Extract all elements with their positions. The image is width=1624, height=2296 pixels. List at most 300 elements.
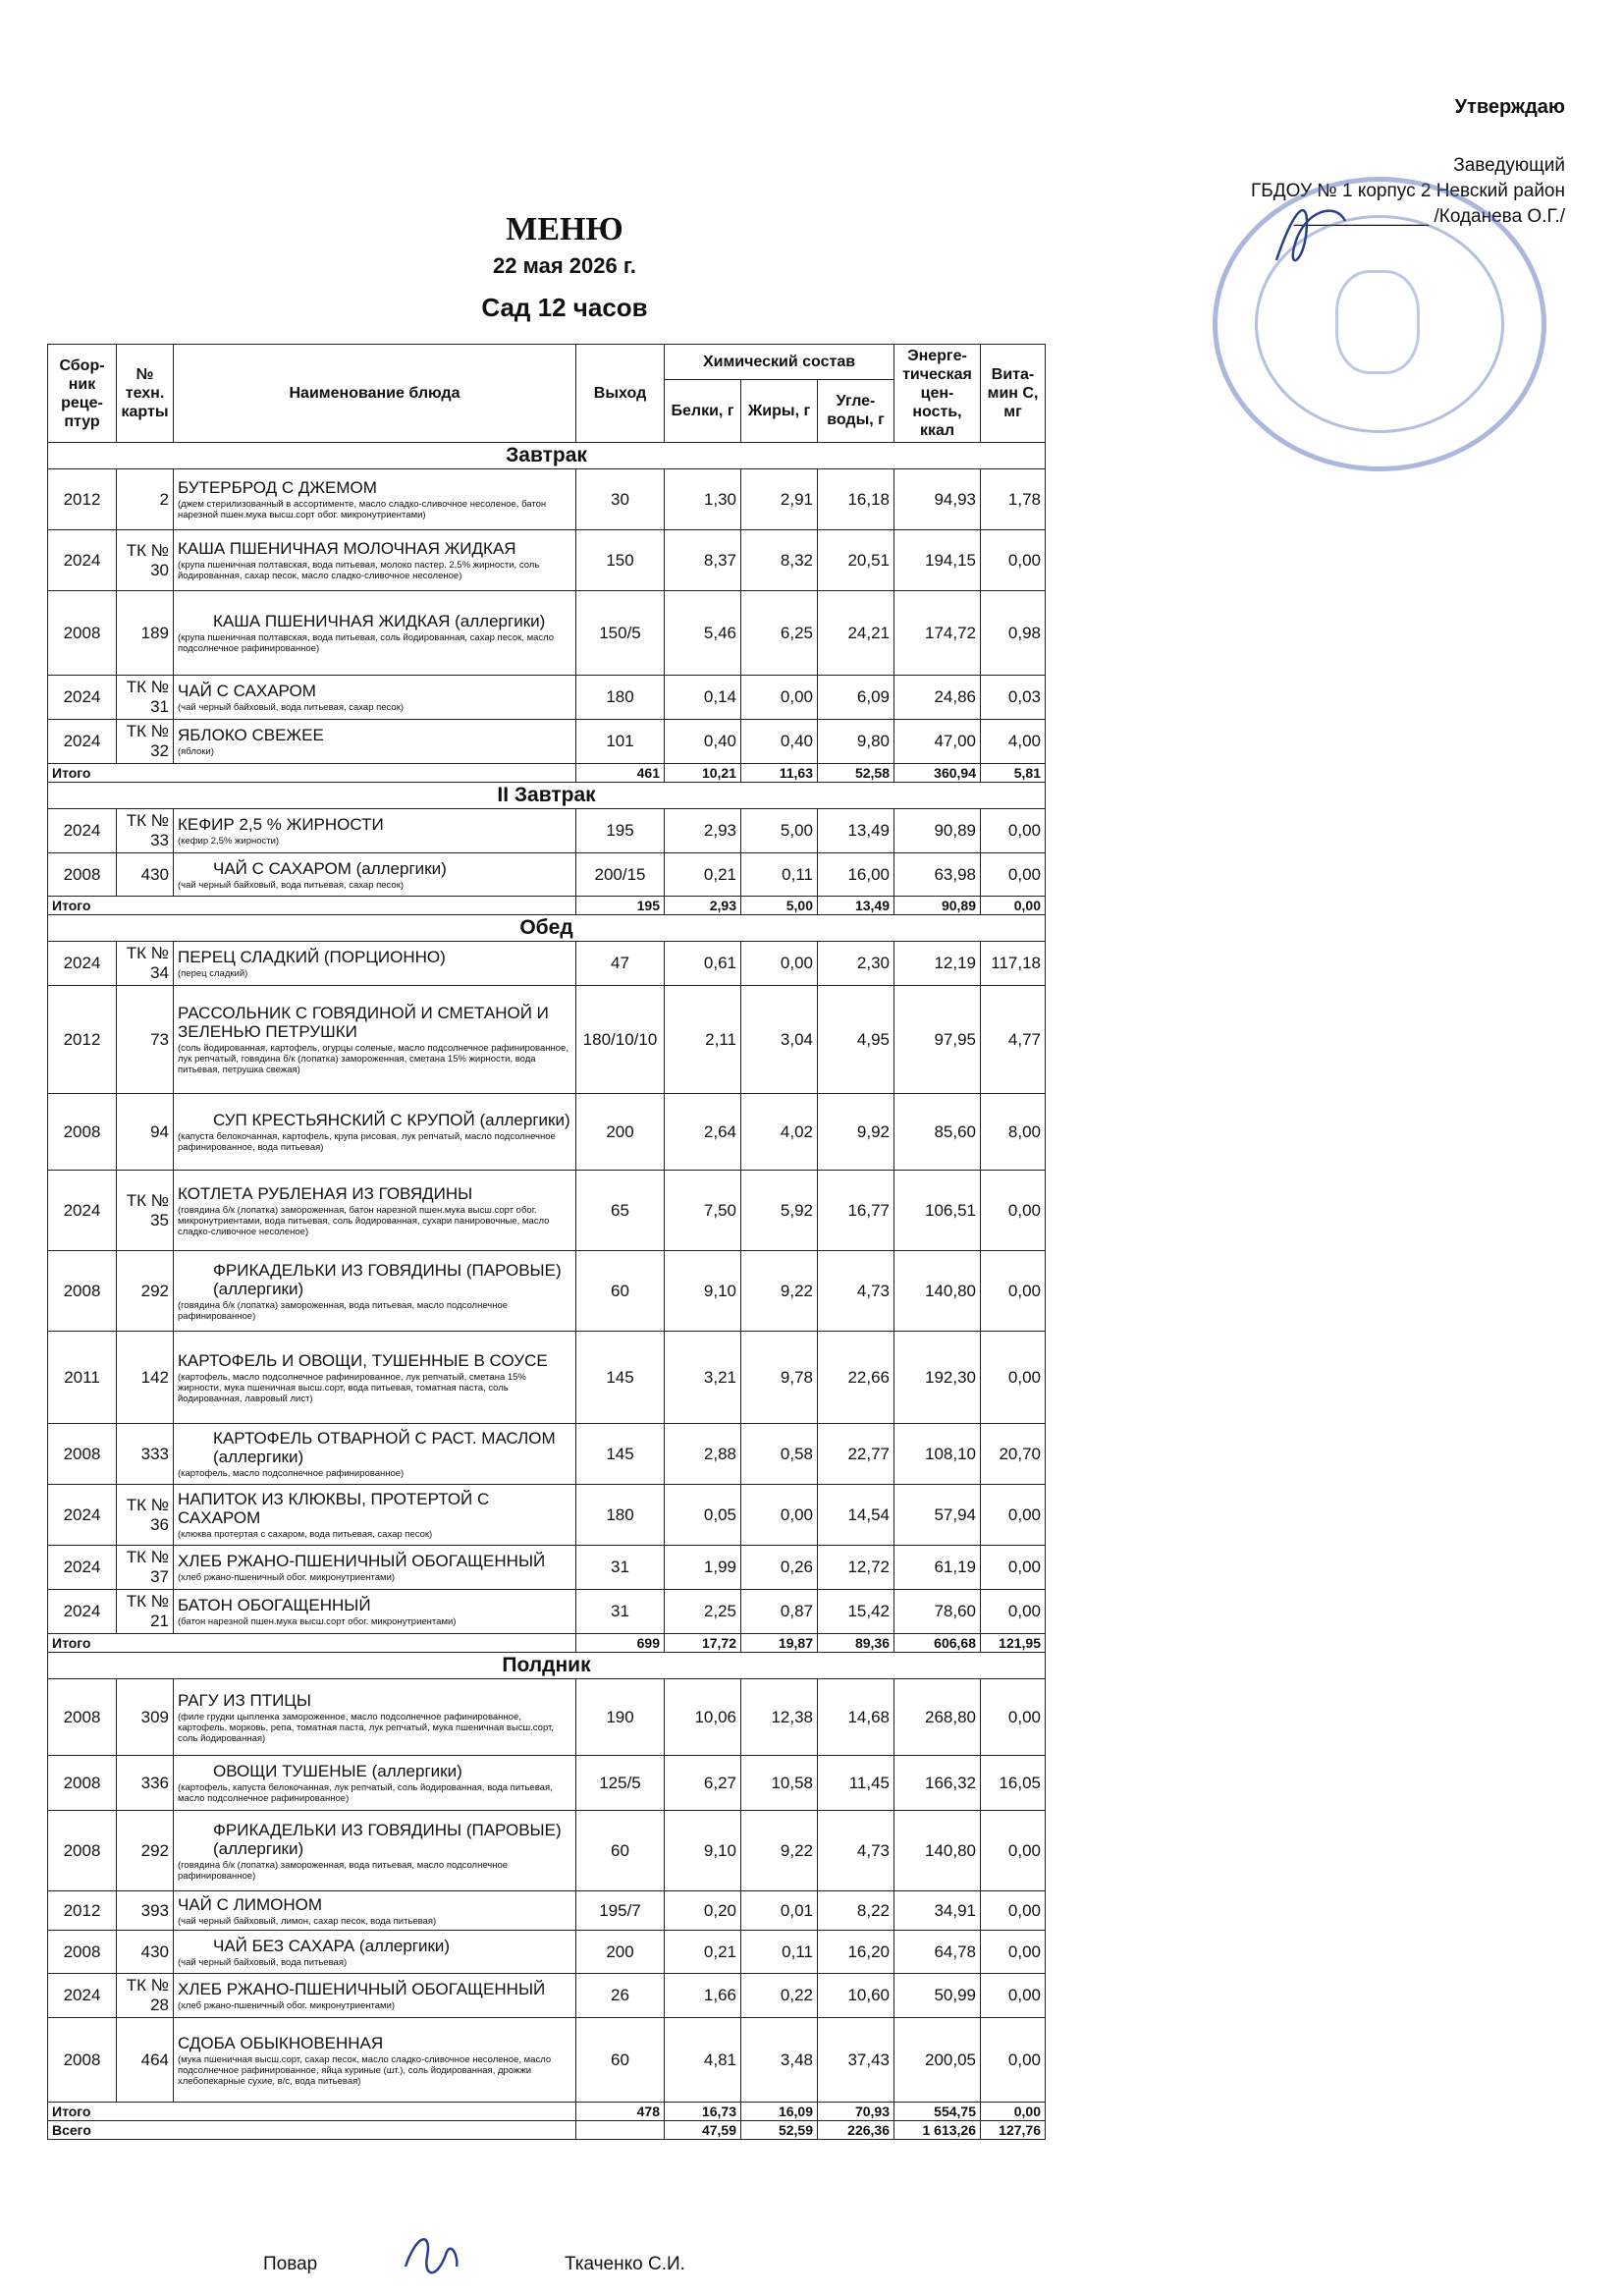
total-vitamin-c: 121,95 <box>981 1634 1046 1653</box>
dish-row <box>48 942 1046 986</box>
dish-cell <box>174 2018 576 2103</box>
dish-ingredients: (хлеб ржано-пшеничный обог. микронутриентами) <box>178 1572 396 1583</box>
dish-energy: 85,60 <box>894 1094 981 1171</box>
dish-row <box>48 676 1046 720</box>
dish-fat: 12,38 <box>741 1679 818 1756</box>
dish-fat: 5,92 <box>741 1171 818 1251</box>
dish-yield: 195/7 <box>576 1891 665 1931</box>
dish-row <box>48 469 1046 530</box>
dish-fat: 0,00 <box>741 1485 818 1546</box>
dish-fat: 9,22 <box>741 1811 818 1891</box>
total-protein: 16,73 <box>665 2103 741 2121</box>
menu-subtitle: Сад 12 часов <box>481 293 648 322</box>
dish-row <box>48 720 1046 764</box>
dish-carbs: 37,43 <box>818 2018 894 2103</box>
dish-row <box>48 591 1046 676</box>
col-vitamin-c: Вита-мин С, мг <box>981 345 1046 443</box>
dish-fat: 5,00 <box>741 809 818 853</box>
dish-vitamin-c: 0,00 <box>981 530 1046 591</box>
section-total-row <box>48 2103 1046 2121</box>
dish-energy: 63,98 <box>894 853 981 897</box>
dish-vitamin-c: 0,00 <box>981 853 1046 897</box>
dish-yield: 180 <box>576 1485 665 1546</box>
dish-carbs: 20,51 <box>818 530 894 591</box>
dish-carbs: 8,22 <box>818 1891 894 1931</box>
dish-yield: 145 <box>576 1424 665 1485</box>
dish-ingredients: (филе грудки цыпленка замороженное, масло подсолнечное рафинированное, картофель, морковь, репа, томатная паста, лук репчатый, мука пшеничная высш.сорт, соль йодированная) <box>178 1711 554 1744</box>
dish-ingredients: (картофель, капуста белокочанная, лук репчатый, соль йодированная, вода питьевая, масло подсолнечное рафинированное) <box>178 1782 553 1804</box>
total-protein: 17,72 <box>665 1634 741 1653</box>
dish-protein: 4,81 <box>665 2018 741 2103</box>
dish-protein: 0,61 <box>665 942 741 986</box>
organization-stamp <box>1213 177 1546 471</box>
dish-fat: 0,26 <box>741 1546 818 1590</box>
recipe-year: 2024 <box>48 1590 117 1634</box>
dish-row <box>48 1094 1046 1171</box>
dish-vitamin-c: 117,18 <box>981 942 1046 986</box>
dish-energy: 166,32 <box>894 1756 981 1811</box>
dish-name: ЧАЙ С САХАРОМ (аллергики) <box>213 858 447 878</box>
dish-fat: 9,22 <box>741 1251 818 1332</box>
grand-total-f: 52,59 <box>741 2121 818 2140</box>
dish-fat: 0,00 <box>741 942 818 986</box>
menu-body <box>48 443 1046 2140</box>
dish-yield: 30 <box>576 469 665 530</box>
dish-carbs: 4,73 <box>818 1251 894 1332</box>
total-fat: 16,09 <box>741 2103 818 2121</box>
dish-carbs: 22,77 <box>818 1424 894 1485</box>
dish-name: ЧАЙ С САХАРОМ <box>178 682 316 700</box>
recipe-year: 2024 <box>48 942 117 986</box>
dish-name: ОВОЩИ ТУШЕНЫЕ (аллергики) <box>213 1762 462 1780</box>
dish-fat: 0,58 <box>741 1424 818 1485</box>
dish-energy: 140,80 <box>894 1811 981 1891</box>
director-signature <box>1267 191 1355 280</box>
dish-fat: 0,22 <box>741 1974 818 2018</box>
section-total-row <box>48 1634 1046 1653</box>
dish-protein: 5,46 <box>665 591 741 676</box>
dish-protein: 3,21 <box>665 1332 741 1424</box>
grand-total-yield <box>576 2121 665 2140</box>
section-title: Полдник <box>48 1653 1046 1679</box>
tech-card-number: 73 <box>117 986 174 1094</box>
total-energy: 360,94 <box>894 764 981 783</box>
col-yield: Выход <box>576 345 665 443</box>
dish-protein: 0,14 <box>665 676 741 720</box>
dish-yield: 195 <box>576 809 665 853</box>
tech-card-number: 333 <box>117 1424 174 1485</box>
dish-fat: 0,40 <box>741 720 818 764</box>
tech-card-number: 393 <box>117 1891 174 1931</box>
dish-vitamin-c: 1,78 <box>981 469 1046 530</box>
dish-name: СУП КРЕСТЬЯНСКИЙ С КРУПОЙ (аллергики) <box>213 1111 570 1129</box>
dish-energy: 61,19 <box>894 1546 981 1590</box>
dish-protein: 0,40 <box>665 720 741 764</box>
dish-name: КАРТОФЕЛЬ ОТВАРНОЙ С РАСТ. МАСЛОМ (аллергики) <box>213 1429 556 1466</box>
dish-row <box>48 986 1046 1094</box>
dish-vitamin-c: 0,00 <box>981 1485 1046 1546</box>
tech-card-number: 94 <box>117 1094 174 1171</box>
dish-name: НАПИТОК ИЗ КЛЮКВЫ, ПРОТЕРТОЙ С САХАРОМ <box>178 1490 490 1527</box>
dish-ingredients: (чай черный байховый, вода питьевая, сахар песок) <box>178 702 405 713</box>
total-label: Итого <box>48 764 576 783</box>
dish-yield: 150 <box>576 530 665 591</box>
dish-protein: 9,10 <box>665 1811 741 1891</box>
total-vitamin-c: 0,00 <box>981 2103 1046 2121</box>
tech-card-number: 464 <box>117 2018 174 2103</box>
dish-cell <box>174 591 576 676</box>
tech-card-number: ТК № 30 <box>117 530 174 591</box>
tech-card-number: 292 <box>117 1811 174 1891</box>
grand-total-e: 1 613,26 <box>894 2121 981 2140</box>
dish-name: БУТЕРБРОД С ДЖЕМОМ <box>178 478 377 497</box>
approval-position: Заведующий <box>1453 155 1565 176</box>
dish-vitamin-c: 8,00 <box>981 1094 1046 1171</box>
dish-carbs: 9,92 <box>818 1094 894 1171</box>
total-yield: 195 <box>576 897 665 915</box>
total-label: Итого <box>48 897 576 915</box>
grand-total-p: 47,59 <box>665 2121 741 2140</box>
dish-cell <box>174 1251 576 1332</box>
dish-ingredients: (чай черный байховый, вода питьевая, сахар песок) <box>178 879 405 891</box>
dish-fat: 0,00 <box>741 676 818 720</box>
col-tech-card: № техн. карты <box>117 345 174 443</box>
col-energy: Энерге-тическая цен-ность, ккал <box>894 345 981 443</box>
dish-yield: 180 <box>576 676 665 720</box>
total-vitamin-c: 0,00 <box>981 897 1046 915</box>
dish-vitamin-c: 4,77 <box>981 986 1046 1094</box>
dish-energy: 12,19 <box>894 942 981 986</box>
dish-energy: 140,80 <box>894 1251 981 1332</box>
tech-card-number: 189 <box>117 591 174 676</box>
dish-vitamin-c: 0,00 <box>981 809 1046 853</box>
dish-yield: 190 <box>576 1679 665 1756</box>
approval-title: Утверждаю <box>1454 96 1565 118</box>
dish-vitamin-c: 0,00 <box>981 1332 1046 1424</box>
dish-row <box>48 1171 1046 1251</box>
dish-vitamin-c: 0,00 <box>981 2018 1046 2103</box>
dish-ingredients: (картофель, масло подсолнечное рафинированное, лук репчатый, сметана 15% жирности, мука пшеничная высш.сорт, вода питьевая, томатная паста, соль йодированная, лавровый лист) <box>178 1371 526 1404</box>
dish-cell <box>174 853 576 897</box>
total-protein: 10,21 <box>665 764 741 783</box>
dish-yield: 125/5 <box>576 1756 665 1811</box>
dish-energy: 97,95 <box>894 986 981 1094</box>
dish-fat: 0,11 <box>741 853 818 897</box>
col-collection: Сбор-ник реце-птур <box>48 345 117 443</box>
dish-carbs: 10,60 <box>818 1974 894 2018</box>
dish-energy: 194,15 <box>894 530 981 591</box>
dish-name: БАТОН ОБОГАЩЕННЫЙ <box>178 1596 371 1614</box>
dish-energy: 94,93 <box>894 469 981 530</box>
dish-energy: 108,10 <box>894 1424 981 1485</box>
dish-vitamin-c: 0,00 <box>981 1546 1046 1590</box>
grand-total-label: Всего <box>48 2121 576 2140</box>
dish-name: ЧАЙ С ЛИМОНОМ <box>178 1894 323 1914</box>
total-fat: 5,00 <box>741 897 818 915</box>
dish-cell <box>174 1756 576 1811</box>
dish-carbs: 9,80 <box>818 720 894 764</box>
dish-fat: 0,11 <box>741 1931 818 1974</box>
dish-carbs: 24,21 <box>818 591 894 676</box>
dish-row <box>48 1974 1046 2018</box>
recipe-year: 2024 <box>48 809 117 853</box>
dish-row <box>48 1811 1046 1891</box>
dish-energy: 90,89 <box>894 809 981 853</box>
recipe-year: 2008 <box>48 1756 117 1811</box>
dish-ingredients: (кефир 2,5% жирности) <box>178 836 280 847</box>
dish-fat: 8,32 <box>741 530 818 591</box>
recipe-year: 2011 <box>48 1332 117 1424</box>
tech-card-number: 336 <box>117 1756 174 1811</box>
section-title: Обед <box>48 915 1046 942</box>
dish-yield: 101 <box>576 720 665 764</box>
dish-row <box>48 1590 1046 1634</box>
dish-name: РАССОЛЬНИК С ГОВЯДИНОЙ И СМЕТАНОЙ И ЗЕЛЕНЬЮ ПЕТРУШКИ <box>178 1004 549 1041</box>
dish-carbs: 4,95 <box>818 986 894 1094</box>
recipe-year: 2008 <box>48 591 117 676</box>
dish-cell <box>174 1094 576 1171</box>
dish-cell <box>174 1891 576 1931</box>
dish-yield: 150/5 <box>576 591 665 676</box>
dish-name: РАГУ ИЗ ПТИЦЫ <box>178 1690 311 1710</box>
section-row <box>48 915 1046 942</box>
dish-yield: 31 <box>576 1546 665 1590</box>
tech-card-number: ТК № 32 <box>117 720 174 764</box>
recipe-year: 2024 <box>48 676 117 720</box>
dish-carbs: 16,20 <box>818 1931 894 1974</box>
dish-energy: 200,05 <box>894 2018 981 2103</box>
total-carbs: 89,36 <box>818 1634 894 1653</box>
dish-energy: 268,80 <box>894 1679 981 1756</box>
dish-carbs: 14,54 <box>818 1485 894 1546</box>
tech-card-number: 2 <box>117 469 174 530</box>
dish-energy: 50,99 <box>894 1974 981 2018</box>
dish-yield: 200/15 <box>576 853 665 897</box>
dish-row <box>48 2018 1046 2103</box>
dish-carbs: 13,49 <box>818 809 894 853</box>
dish-cell <box>174 1171 576 1251</box>
tech-card-number: ТК № 36 <box>117 1485 174 1546</box>
dish-ingredients: (хлеб ржано-пшеничный обог. микронутриентами) <box>178 2000 396 2011</box>
dish-row <box>48 1891 1046 1931</box>
dish-vitamin-c: 0,00 <box>981 1590 1046 1634</box>
tech-card-number: ТК № 31 <box>117 676 174 720</box>
recipe-year: 2024 <box>48 530 117 591</box>
dish-vitamin-c: 0,00 <box>981 1974 1046 2018</box>
dish-cell <box>174 1424 576 1485</box>
dish-carbs: 16,77 <box>818 1171 894 1251</box>
recipe-year: 2024 <box>48 1546 117 1590</box>
menu-table <box>47 344 1046 2140</box>
tech-card-number: 430 <box>117 1931 174 1974</box>
dish-vitamin-c: 0,98 <box>981 591 1046 676</box>
dish-protein: 0,21 <box>665 853 741 897</box>
recipe-year: 2024 <box>48 1171 117 1251</box>
dish-cell <box>174 530 576 591</box>
dish-protein: 0,21 <box>665 1931 741 1974</box>
total-label: Итого <box>48 2103 576 2121</box>
total-protein: 2,93 <box>665 897 741 915</box>
recipe-year: 2008 <box>48 1679 117 1756</box>
dish-protein: 0,20 <box>665 1891 741 1931</box>
dish-protein: 2,93 <box>665 809 741 853</box>
recipe-year: 2008 <box>48 1931 117 1974</box>
dish-name: СДОБА ОБЫКНОВЕННАЯ <box>178 2033 384 2052</box>
dish-name: КЕФИР 2,5 % ЖИРНОСТИ <box>178 815 384 834</box>
page-title: МЕНЮ <box>506 211 623 247</box>
dish-ingredients: (чай черный байховый, вода питьевая) <box>178 1956 348 1968</box>
dish-cell <box>174 1332 576 1424</box>
dish-name: ПЕРЕЦ СЛАДКИЙ (ПОРЦИОННО) <box>178 948 446 966</box>
dish-vitamin-c: 0,00 <box>981 1891 1046 1931</box>
dish-ingredients: (крупа пшеничная полтавская, вода питьевая, молоко пастер. 2,5% жирности, соль йодированная, сахар песок, масло сладко-сливочное несоленое) <box>178 560 540 581</box>
col-fat: Жиры, г <box>741 379 818 442</box>
dish-protein: 2,64 <box>665 1094 741 1171</box>
dish-yield: 26 <box>576 1974 665 2018</box>
dish-row <box>48 1332 1046 1424</box>
tech-card-number: 292 <box>117 1251 174 1332</box>
dish-ingredients: (капуста белокочанная, картофель, крупа рисовая, лук репчатый, масло подсолнечное рафинированное, вода питьевая) <box>178 1131 556 1153</box>
approval-org: ГБДОУ № 1 корпус 2 Невский район <box>1251 181 1565 201</box>
recipe-year: 2012 <box>48 469 117 530</box>
dish-name: ФРИКАДЕЛЬКИ ИЗ ГОВЯДИНЫ (ПАРОВЫЕ) (аллергики) <box>213 1820 562 1858</box>
dish-protein: 0,05 <box>665 1485 741 1546</box>
total-energy: 606,68 <box>894 1634 981 1653</box>
dish-protein: 9,10 <box>665 1251 741 1332</box>
tech-card-number: ТК № 28 <box>117 1974 174 2018</box>
section-title: II Завтрак <box>48 783 1046 809</box>
dish-fat: 0,01 <box>741 1891 818 1931</box>
dish-ingredients: (говядина б/к (лопатка) замороженная, вода питьевая, масло подсолнечное рафинированное) <box>178 1859 509 1882</box>
dish-cell <box>174 1485 576 1546</box>
dish-protein: 10,06 <box>665 1679 741 1756</box>
dish-protein: 1,99 <box>665 1546 741 1590</box>
recipe-year: 2008 <box>48 2018 117 2103</box>
dish-carbs: 2,30 <box>818 942 894 986</box>
dish-energy: 192,30 <box>894 1332 981 1424</box>
recipe-year: 2024 <box>48 1485 117 1546</box>
dish-name: КАША ПШЕНИЧНАЯ МОЛОЧНАЯ ЖИДКАЯ <box>178 539 516 558</box>
total-label: Итого <box>48 1634 576 1653</box>
dish-fat: 0,87 <box>741 1590 818 1634</box>
dish-carbs: 15,42 <box>818 1590 894 1634</box>
dish-name: КАРТОФЕЛЬ И ОВОЩИ, ТУШЕННЫЕ В СОУСЕ <box>178 1350 548 1370</box>
dish-carbs: 4,73 <box>818 1811 894 1891</box>
recipe-year: 2008 <box>48 853 117 897</box>
dish-cell <box>174 1811 576 1891</box>
dish-row <box>48 1485 1046 1546</box>
dish-fat: 3,04 <box>741 986 818 1094</box>
tech-card-number: ТК № 34 <box>117 942 174 986</box>
dish-energy: 24,86 <box>894 676 981 720</box>
dish-protein: 2,88 <box>665 1424 741 1485</box>
dish-energy: 174,72 <box>894 591 981 676</box>
dish-carbs: 6,09 <box>818 676 894 720</box>
col-protein: Белки, г <box>665 379 741 442</box>
col-dish-name: Наименование блюда <box>174 345 576 443</box>
dish-fat: 3,48 <box>741 2018 818 2103</box>
dish-energy: 47,00 <box>894 720 981 764</box>
tech-card-number: 142 <box>117 1332 174 1424</box>
dish-carbs: 16,00 <box>818 853 894 897</box>
recipe-year: 2008 <box>48 1811 117 1891</box>
table-header-row <box>48 345 1046 380</box>
recipe-year: 2012 <box>48 986 117 1094</box>
dish-ingredients: (джем стерилизованный в ассортименте, масло сладко-сливочное несоленое, батон нарезной пшен.мука высш.сорт обог. микронутриентами) <box>178 499 547 520</box>
dish-name: ЯБЛОКО СВЕЖЕЕ <box>178 726 324 744</box>
total-fat: 11,63 <box>741 764 818 783</box>
grand-total-row <box>48 2121 1046 2140</box>
dish-energy: 34,91 <box>894 1891 981 1931</box>
dish-cell <box>174 1679 576 1756</box>
dish-cell <box>174 809 576 853</box>
dish-vitamin-c: 0,00 <box>981 1931 1046 1974</box>
dish-row <box>48 1756 1046 1811</box>
dish-row <box>48 530 1046 591</box>
dish-ingredients: (батон нарезной пшен.мука высш.сорт обог. микронутриентами) <box>178 1616 457 1627</box>
dish-energy: 64,78 <box>894 1931 981 1974</box>
dish-ingredients: (соль йодированная, картофель, огурцы соленые, масло подсолнечное рафинированное, лук репчатый, говядина б/к (лопатка) замороженная, сметана 15% жирности, вода питьевая, петрушка свежая) <box>178 1043 568 1075</box>
dish-yield: 47 <box>576 942 665 986</box>
dish-row <box>48 1546 1046 1590</box>
dish-yield: 65 <box>576 1171 665 1251</box>
menu-date: 22 мая 2026 г. <box>493 253 636 278</box>
dish-name: ХЛЕБ РЖАНО-ПШЕНИЧНЫЙ ОБОГАЩЕННЫЙ <box>178 1552 546 1570</box>
dish-cell <box>174 469 576 530</box>
approval-signature-line: _____________ /Коданева О.Г./ <box>1293 206 1565 227</box>
dish-vitamin-c: 16,05 <box>981 1756 1046 1811</box>
dish-row <box>48 1424 1046 1485</box>
dish-vitamin-c: 4,00 <box>981 720 1046 764</box>
dish-carbs: 11,45 <box>818 1756 894 1811</box>
dish-yield: 145 <box>576 1332 665 1424</box>
dish-energy: 106,51 <box>894 1171 981 1251</box>
dish-protein: 2,11 <box>665 986 741 1094</box>
dish-yield: 31 <box>576 1590 665 1634</box>
dish-ingredients: (картофель, масло подсолнечное рафинированное) <box>178 1468 405 1479</box>
section-title: Завтрак <box>48 443 1046 469</box>
dish-ingredients: (говядина б/к (лопатка) замороженная, вода питьевая, масло подсолнечное рафинированное) <box>178 1299 509 1322</box>
dish-yield: 200 <box>576 1931 665 1974</box>
dish-protein: 1,66 <box>665 1974 741 2018</box>
dish-cell <box>174 720 576 764</box>
dish-name: КОТЛЕТА РУБЛЕНАЯ ИЗ ГОВЯДИНЫ <box>178 1183 473 1203</box>
grand-total-c: 226,36 <box>818 2121 894 2140</box>
dish-yield: 180/10/10 <box>576 986 665 1094</box>
dish-cell <box>174 1590 576 1634</box>
tech-card-number: 430 <box>117 853 174 897</box>
dish-carbs: 22,66 <box>818 1332 894 1424</box>
dish-yield: 200 <box>576 1094 665 1171</box>
tech-card-number: 309 <box>117 1679 174 1756</box>
dish-ingredients: (яблоки) <box>178 746 214 757</box>
total-energy: 554,75 <box>894 2103 981 2121</box>
dish-cell <box>174 1931 576 1974</box>
dish-vitamin-c: 0,00 <box>981 1251 1046 1332</box>
dish-ingredients: (крупа пшеничная полтавская, вода питьевая, соль йодированная, сахар песок, масло подсолнечное рафинированное) <box>178 632 555 654</box>
cook-signature <box>398 2227 466 2286</box>
dish-name: КАША ПШЕНИЧНАЯ ЖИДКАЯ (аллергики) <box>213 612 546 630</box>
dish-row <box>48 853 1046 897</box>
dish-fat: 2,91 <box>741 469 818 530</box>
cook-name: Ткаченко С.И. <box>565 2254 685 2274</box>
section-row <box>48 1653 1046 1679</box>
dish-vitamin-c: 0,00 <box>981 1811 1046 1891</box>
total-fat: 19,87 <box>741 1634 818 1653</box>
total-carbs: 70,93 <box>818 2103 894 2121</box>
dish-vitamin-c: 0,03 <box>981 676 1046 720</box>
dish-cell <box>174 942 576 986</box>
